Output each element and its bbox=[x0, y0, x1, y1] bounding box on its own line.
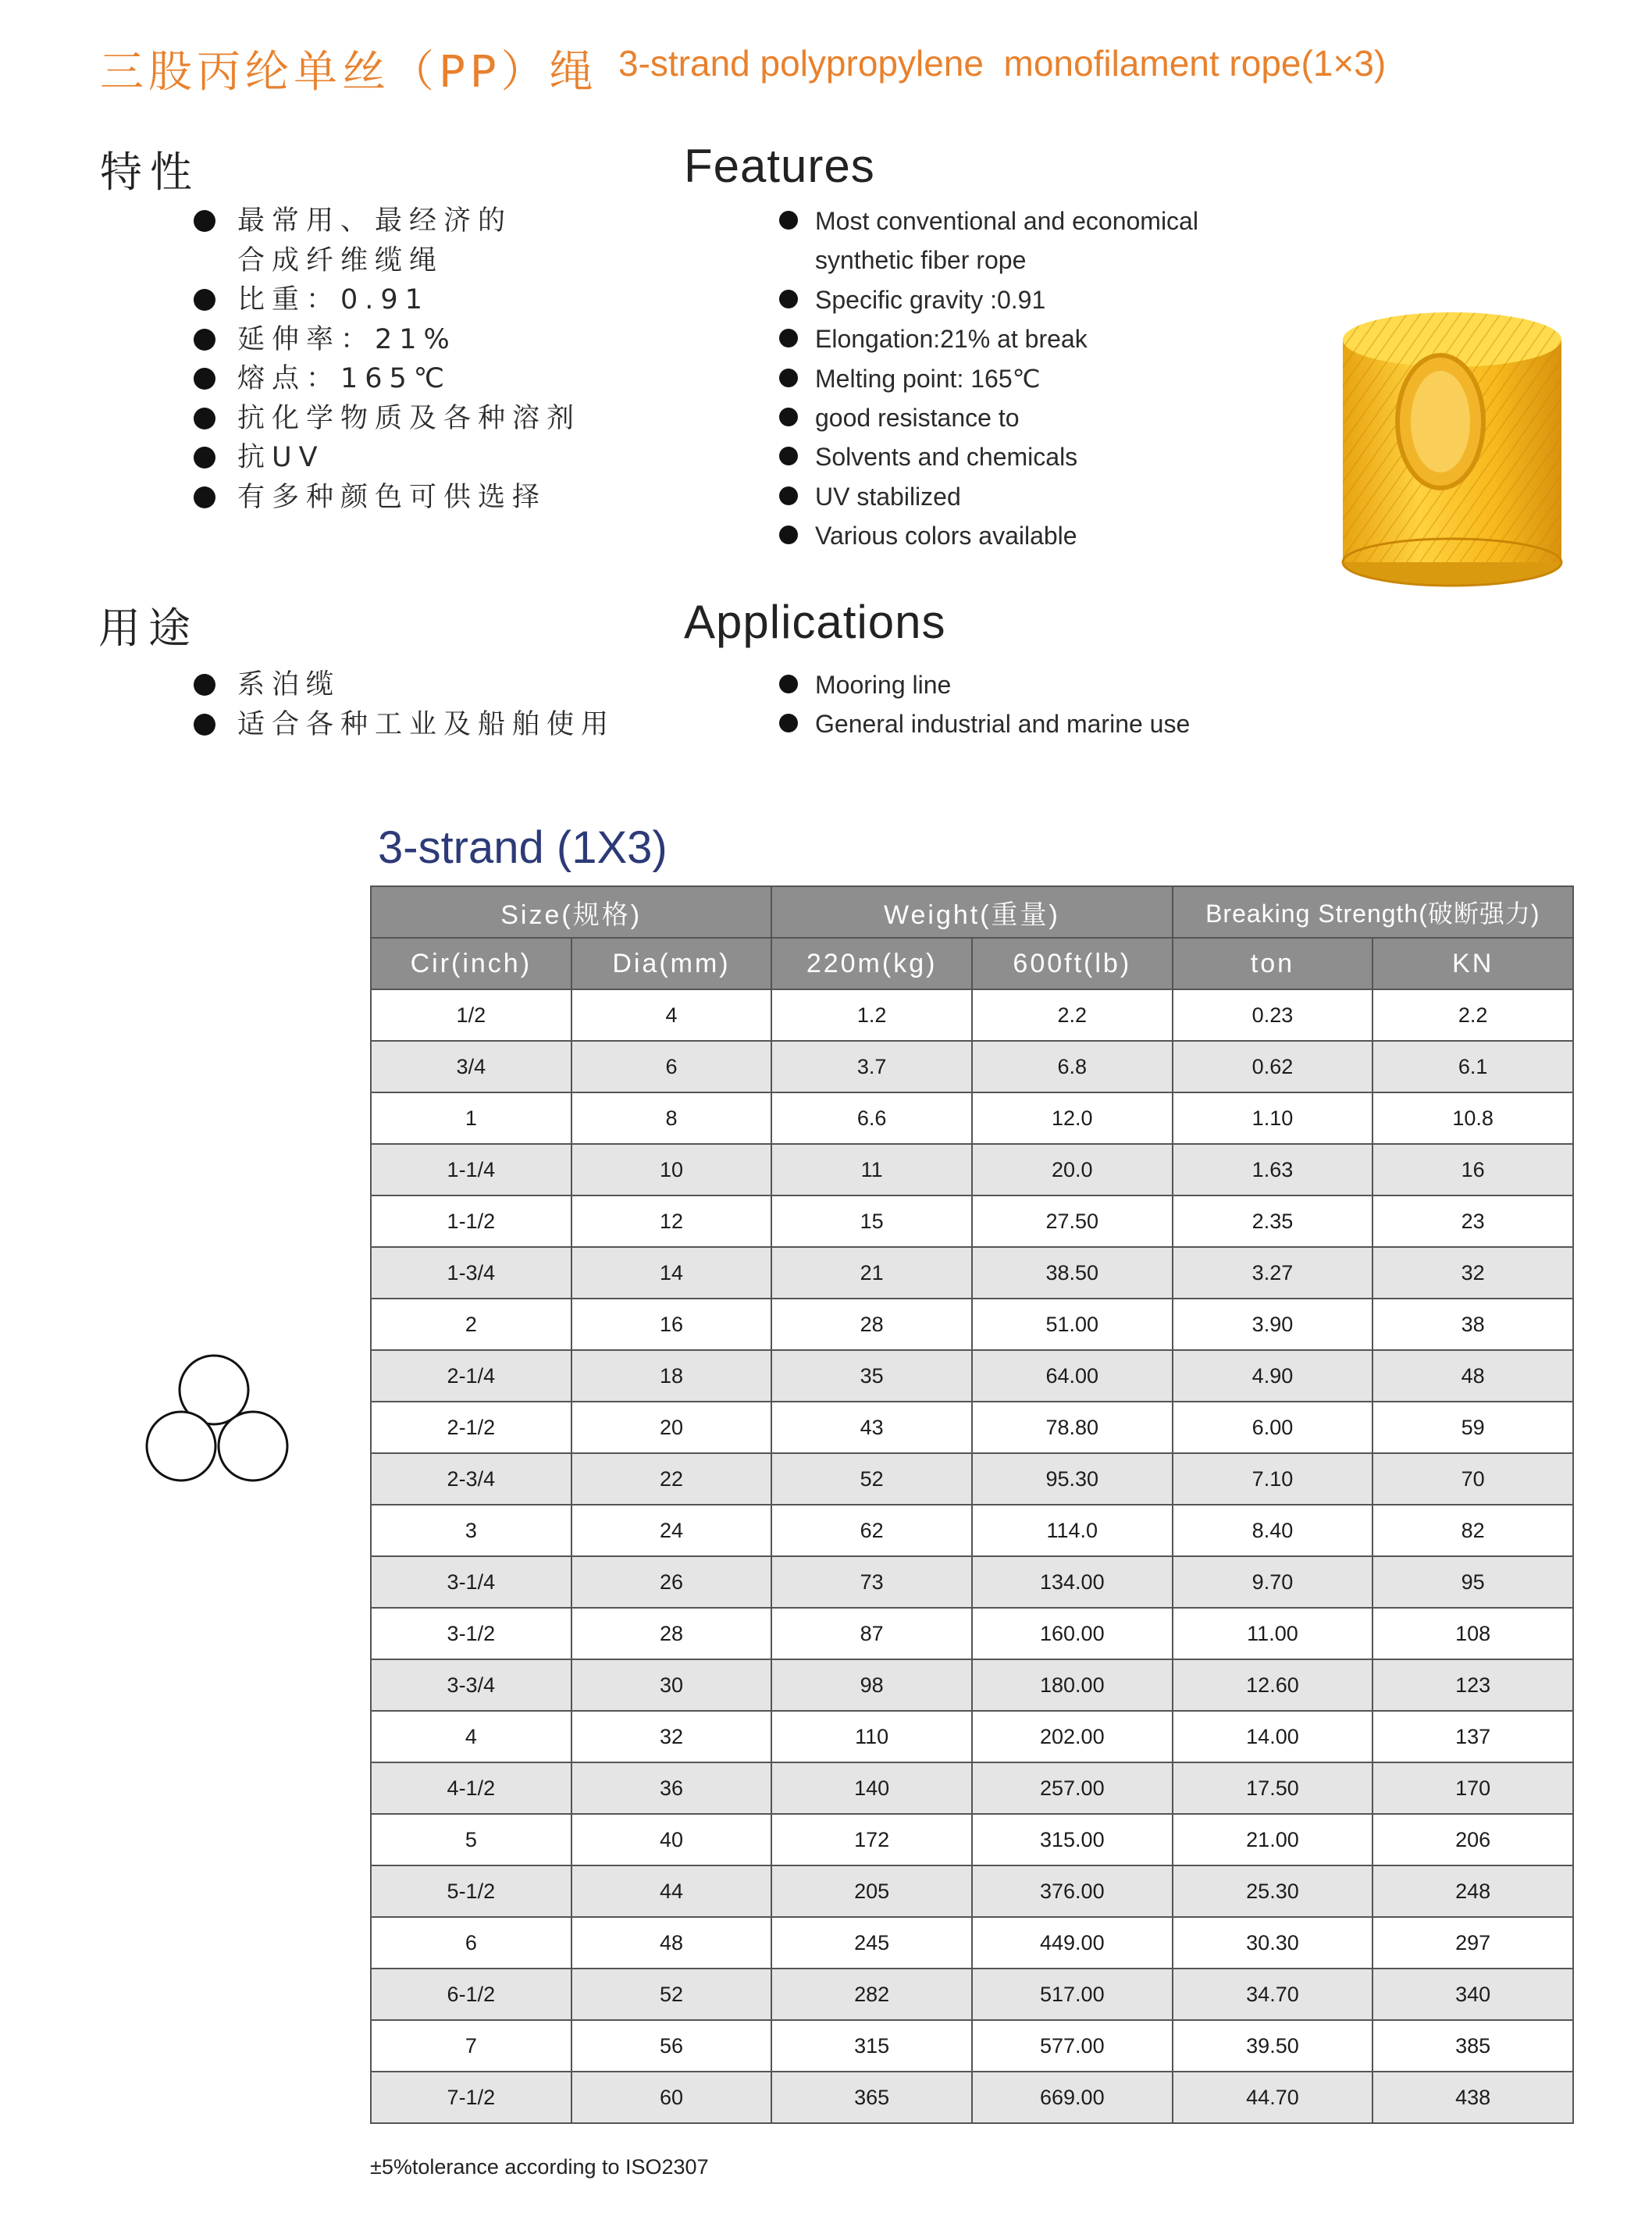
cell-dia: 60 bbox=[571, 2072, 772, 2123]
cell-cir: 2-1/4 bbox=[371, 1350, 571, 1402]
cell-ton: 7.10 bbox=[1173, 1453, 1373, 1505]
bullet-icon bbox=[194, 486, 215, 508]
cell-dia: 14 bbox=[571, 1247, 772, 1299]
cell-weight-kg: 1.2 bbox=[771, 989, 972, 1041]
table-sub-header-row bbox=[371, 938, 1573, 989]
cell-ton: 21.00 bbox=[1173, 1814, 1373, 1865]
cell-cir: 5 bbox=[371, 1814, 571, 1865]
cell-weight-lb: 376.00 bbox=[972, 1865, 1173, 1917]
cell-cir: 7 bbox=[371, 2020, 571, 2072]
cell-ton: 44.70 bbox=[1173, 2072, 1373, 2123]
features-cn-item: 抗化学物质及各种溶剂 bbox=[194, 399, 581, 439]
table-row bbox=[371, 1247, 1573, 1299]
cell-kn: 95 bbox=[1373, 1556, 1573, 1608]
table-row bbox=[371, 1453, 1573, 1505]
cell-kn: 48 bbox=[1373, 1350, 1573, 1402]
cell-ton: 17.50 bbox=[1173, 1762, 1373, 1814]
applications-cn-item: 系泊缆 bbox=[194, 665, 615, 705]
features-cn-item: 延伸率：21% bbox=[194, 320, 581, 360]
cell-kn: 137 bbox=[1373, 1711, 1573, 1762]
cell-weight-lb: 27.50 bbox=[972, 1195, 1173, 1247]
cell-ton: 14.00 bbox=[1173, 1711, 1373, 1762]
cell-ton: 2.35 bbox=[1173, 1195, 1373, 1247]
col-header-kn: KN bbox=[1373, 938, 1573, 989]
cell-kn: 82 bbox=[1373, 1505, 1573, 1556]
cell-dia: 12 bbox=[571, 1195, 772, 1247]
cell-weight-lb: 78.80 bbox=[972, 1402, 1173, 1453]
cell-kn: 340 bbox=[1373, 1969, 1573, 2020]
bullet-icon bbox=[194, 674, 215, 696]
cell-weight-lb: 202.00 bbox=[972, 1711, 1173, 1762]
cell-cir: 3-1/4 bbox=[371, 1556, 571, 1608]
cell-cir: 6-1/2 bbox=[371, 1969, 571, 2020]
cell-cir: 3 bbox=[371, 1505, 571, 1556]
cell-weight-kg: 365 bbox=[771, 2072, 972, 2123]
bullet-icon bbox=[194, 714, 215, 736]
applications-cn-item: 适合各种工业及船舶使用 bbox=[194, 705, 615, 745]
cell-weight-kg: 205 bbox=[771, 1865, 972, 1917]
table-row bbox=[371, 2072, 1573, 2123]
cell-kn: 6.1 bbox=[1373, 1041, 1573, 1092]
bullet-icon bbox=[194, 289, 215, 311]
bullet-icon bbox=[779, 714, 798, 732]
cell-weight-lb: 517.00 bbox=[972, 1969, 1173, 2020]
cell-weight-kg: 11 bbox=[771, 1144, 972, 1195]
cell-dia: 24 bbox=[571, 1505, 772, 1556]
size-group-header: Size(规格) bbox=[371, 886, 771, 938]
cell-dia: 4 bbox=[571, 989, 772, 1041]
table-row bbox=[371, 1917, 1573, 1969]
cell-weight-kg: 87 bbox=[771, 1608, 972, 1659]
cell-kn: 108 bbox=[1373, 1608, 1573, 1659]
cell-cir: 6 bbox=[371, 1917, 571, 1969]
cell-dia: 26 bbox=[571, 1556, 772, 1608]
cell-ton: 25.30 bbox=[1173, 1865, 1373, 1917]
cell-weight-lb: 12.0 bbox=[972, 1092, 1173, 1144]
bullet-icon bbox=[779, 369, 798, 387]
table-row bbox=[371, 1350, 1573, 1402]
cell-weight-lb: 20.0 bbox=[972, 1144, 1173, 1195]
cell-dia: 56 bbox=[571, 2020, 772, 2072]
cell-cir: 2-1/2 bbox=[371, 1402, 571, 1453]
cell-ton: 1.63 bbox=[1173, 1144, 1373, 1195]
features-cn-item: 最常用、最经济的 bbox=[194, 201, 581, 241]
table-row bbox=[371, 1041, 1573, 1092]
cell-weight-lb: 180.00 bbox=[972, 1659, 1173, 1711]
cell-ton: 39.50 bbox=[1173, 2020, 1373, 2072]
cell-dia: 20 bbox=[571, 1402, 772, 1453]
table-row bbox=[371, 2020, 1573, 2072]
cell-cir: 3-3/4 bbox=[371, 1659, 571, 1711]
cell-weight-lb: 51.00 bbox=[972, 1299, 1173, 1350]
table-row bbox=[371, 1762, 1573, 1814]
col-header-600ft: 600ft(lb) bbox=[972, 938, 1173, 989]
title-cn: 三股丙纶单丝（PP）绳 bbox=[100, 47, 598, 98]
cell-weight-kg: 6.6 bbox=[771, 1092, 972, 1144]
applications-en-item: General industrial and marine use bbox=[779, 704, 1190, 743]
features-cn-item: 合成纤维缆绳 bbox=[237, 244, 444, 276]
cell-ton: 0.62 bbox=[1173, 1041, 1373, 1092]
applications-en-item: Mooring line bbox=[779, 665, 1190, 704]
bullet-icon bbox=[194, 329, 215, 351]
cell-kn: 297 bbox=[1373, 1917, 1573, 1969]
weight-group-header: Weight(重量) bbox=[771, 886, 1172, 938]
cell-cir: 3/4 bbox=[371, 1041, 571, 1092]
bullet-icon bbox=[779, 290, 798, 308]
cell-kn: 170 bbox=[1373, 1762, 1573, 1814]
cell-kn: 123 bbox=[1373, 1659, 1573, 1711]
cell-weight-kg: 52 bbox=[771, 1453, 972, 1505]
features-en-item: Melting point: 165℃ bbox=[779, 359, 1198, 398]
cell-kn: 59 bbox=[1373, 1402, 1573, 1453]
table-row bbox=[371, 1092, 1573, 1144]
cell-ton: 12.60 bbox=[1173, 1659, 1373, 1711]
cell-ton: 34.70 bbox=[1173, 1969, 1373, 2020]
cell-weight-lb: 315.00 bbox=[972, 1814, 1173, 1865]
cell-dia: 16 bbox=[571, 1299, 772, 1350]
features-en-item: Solvents and chemicals bbox=[779, 437, 1198, 476]
table-row bbox=[371, 1608, 1573, 1659]
table-group-header-row bbox=[371, 886, 1573, 938]
cell-weight-lb: 6.8 bbox=[972, 1041, 1173, 1092]
cell-ton: 0.23 bbox=[1173, 989, 1373, 1041]
strand-cross-section-diagram bbox=[145, 1352, 294, 1493]
cell-dia: 10 bbox=[571, 1144, 772, 1195]
cell-ton: 6.00 bbox=[1173, 1402, 1373, 1453]
bullet-icon bbox=[194, 408, 215, 429]
cell-dia: 28 bbox=[571, 1608, 772, 1659]
table-row bbox=[371, 1144, 1573, 1195]
cell-kn: 438 bbox=[1373, 2072, 1573, 2123]
cell-weight-lb: 449.00 bbox=[972, 1917, 1173, 1969]
cell-cir: 1/2 bbox=[371, 989, 571, 1041]
breaking-strength-group-header: Breaking Strength(破断强力) bbox=[1173, 886, 1573, 938]
cell-weight-lb: 64.00 bbox=[972, 1350, 1173, 1402]
cell-weight-lb: 669.00 bbox=[972, 2072, 1173, 2123]
cell-dia: 40 bbox=[571, 1814, 772, 1865]
table-row bbox=[371, 1556, 1573, 1608]
features-en-item: Elongation:21% at break bbox=[779, 319, 1198, 358]
bullet-icon bbox=[779, 447, 798, 465]
cell-kn: 23 bbox=[1373, 1195, 1573, 1247]
cell-weight-lb: 114.0 bbox=[972, 1505, 1173, 1556]
cell-weight-kg: 245 bbox=[771, 1917, 972, 1969]
table-row bbox=[371, 1814, 1573, 1865]
features-en-item: UV stabilized bbox=[779, 477, 1198, 516]
cell-weight-lb: 257.00 bbox=[972, 1762, 1173, 1814]
table-row bbox=[371, 1402, 1573, 1453]
cell-cir: 7-1/2 bbox=[371, 2072, 571, 2123]
bullet-icon bbox=[779, 486, 798, 505]
rope-coil-image bbox=[1319, 305, 1585, 593]
cell-dia: 48 bbox=[571, 1917, 772, 1969]
col-header-ton: ton bbox=[1173, 938, 1373, 989]
cell-dia: 36 bbox=[571, 1762, 772, 1814]
cell-weight-lb: 160.00 bbox=[972, 1608, 1173, 1659]
features-cn-item: 有多种颜色可供选择 bbox=[194, 478, 581, 518]
features-heading-cn: 特性 bbox=[100, 148, 200, 197]
title-en: 3-strand polypropylene monofilament rope(1×3) bbox=[618, 43, 1387, 84]
cell-cir: 1 bbox=[371, 1092, 571, 1144]
col-header-dia: Dia(mm) bbox=[571, 938, 772, 989]
cell-kn: 38 bbox=[1373, 1299, 1573, 1350]
cell-dia: 52 bbox=[571, 1969, 772, 2020]
bullet-icon bbox=[779, 526, 798, 544]
features-heading-en: Features bbox=[684, 140, 875, 192]
cell-dia: 18 bbox=[571, 1350, 772, 1402]
features-en-item: synthetic fiber rope bbox=[815, 246, 1027, 275]
cell-ton: 8.40 bbox=[1173, 1505, 1373, 1556]
applications-heading-cn: 用途 bbox=[98, 604, 198, 653]
table-row bbox=[371, 1659, 1573, 1711]
features-cn-item: 抗UV bbox=[194, 438, 581, 478]
features-en-item: good resistance to bbox=[779, 398, 1198, 437]
table-row bbox=[371, 989, 1573, 1041]
table-title: 3-strand (1X3) bbox=[378, 822, 668, 873]
spec-table bbox=[370, 885, 1574, 2124]
bullet-icon bbox=[194, 210, 215, 232]
cell-kn: 248 bbox=[1373, 1865, 1573, 1917]
cell-ton: 1.10 bbox=[1173, 1092, 1373, 1144]
cell-cir: 4-1/2 bbox=[371, 1762, 571, 1814]
cell-weight-kg: 15 bbox=[771, 1195, 972, 1247]
cell-weight-lb: 2.2 bbox=[972, 989, 1173, 1041]
cell-ton: 3.90 bbox=[1173, 1299, 1373, 1350]
cell-ton: 3.27 bbox=[1173, 1247, 1373, 1299]
bullet-icon bbox=[194, 447, 215, 469]
cell-kn: 16 bbox=[1373, 1144, 1573, 1195]
cell-weight-kg: 3.7 bbox=[771, 1041, 972, 1092]
cell-cir: 3-1/2 bbox=[371, 1608, 571, 1659]
bullet-icon bbox=[779, 329, 798, 347]
cell-weight-kg: 62 bbox=[771, 1505, 972, 1556]
features-en-list bbox=[779, 201, 1198, 556]
tolerance-note: ±5%tolerance according to ISO2307 bbox=[370, 2155, 709, 2179]
bullet-icon bbox=[779, 675, 798, 693]
cell-weight-lb: 134.00 bbox=[972, 1556, 1173, 1608]
table-row bbox=[371, 1505, 1573, 1556]
features-cn-item: 比重：0.91 bbox=[194, 280, 581, 320]
cell-cir: 4 bbox=[371, 1711, 571, 1762]
applications-heading-en: Applications bbox=[684, 596, 946, 648]
table-row bbox=[371, 1299, 1573, 1350]
cell-dia: 30 bbox=[571, 1659, 772, 1711]
cell-weight-kg: 21 bbox=[771, 1247, 972, 1299]
cell-kn: 206 bbox=[1373, 1814, 1573, 1865]
cell-weight-kg: 282 bbox=[771, 1969, 972, 2020]
cell-ton: 4.90 bbox=[1173, 1350, 1373, 1402]
cell-weight-lb: 38.50 bbox=[972, 1247, 1173, 1299]
cell-ton: 9.70 bbox=[1173, 1556, 1373, 1608]
cell-weight-kg: 98 bbox=[771, 1659, 972, 1711]
features-cn-list bbox=[194, 201, 581, 517]
cell-dia: 44 bbox=[571, 1865, 772, 1917]
features-cn-item: 熔点：165℃ bbox=[194, 359, 581, 399]
cell-weight-kg: 43 bbox=[771, 1402, 972, 1453]
cell-kn: 70 bbox=[1373, 1453, 1573, 1505]
cell-kn: 2.2 bbox=[1373, 989, 1573, 1041]
cell-cir: 1-1/2 bbox=[371, 1195, 571, 1247]
cell-cir: 1-3/4 bbox=[371, 1247, 571, 1299]
col-header-220m: 220m(kg) bbox=[771, 938, 972, 989]
table-row bbox=[371, 1865, 1573, 1917]
spec-table-body bbox=[371, 989, 1573, 2123]
col-header-cir: Cir(inch) bbox=[371, 938, 571, 989]
cell-cir: 2-3/4 bbox=[371, 1453, 571, 1505]
cell-kn: 10.8 bbox=[1373, 1092, 1573, 1144]
cell-dia: 8 bbox=[571, 1092, 772, 1144]
applications-en-list bbox=[779, 665, 1190, 744]
cell-weight-kg: 315 bbox=[771, 2020, 972, 2072]
cell-cir: 2 bbox=[371, 1299, 571, 1350]
cell-weight-kg: 172 bbox=[771, 1814, 972, 1865]
table-row bbox=[371, 1969, 1573, 2020]
cell-cir: 1-1/4 bbox=[371, 1144, 571, 1195]
applications-cn-list bbox=[194, 665, 615, 744]
cell-weight-kg: 35 bbox=[771, 1350, 972, 1402]
cell-ton: 30.30 bbox=[1173, 1917, 1373, 1969]
features-en-item: Most conventional and economical bbox=[779, 201, 1198, 241]
table-row bbox=[371, 1195, 1573, 1247]
cell-kn: 32 bbox=[1373, 1247, 1573, 1299]
cell-kn: 385 bbox=[1373, 2020, 1573, 2072]
cell-dia: 6 bbox=[571, 1041, 772, 1092]
cell-weight-kg: 28 bbox=[771, 1299, 972, 1350]
bullet-icon bbox=[779, 211, 798, 230]
cell-weight-lb: 577.00 bbox=[972, 2020, 1173, 2072]
features-en-item: Specific gravity :0.91 bbox=[779, 280, 1198, 319]
cell-cir: 5-1/2 bbox=[371, 1865, 571, 1917]
cell-dia: 22 bbox=[571, 1453, 772, 1505]
cell-ton: 11.00 bbox=[1173, 1608, 1373, 1659]
cell-weight-kg: 110 bbox=[771, 1711, 972, 1762]
table-row bbox=[371, 1711, 1573, 1762]
cell-weight-kg: 140 bbox=[771, 1762, 972, 1814]
features-en-item: Various colors available bbox=[779, 516, 1198, 555]
cell-weight-kg: 73 bbox=[771, 1556, 972, 1608]
bullet-icon bbox=[779, 408, 798, 426]
cell-weight-lb: 95.30 bbox=[972, 1453, 1173, 1505]
cell-dia: 32 bbox=[571, 1711, 772, 1762]
bullet-icon bbox=[194, 368, 215, 390]
